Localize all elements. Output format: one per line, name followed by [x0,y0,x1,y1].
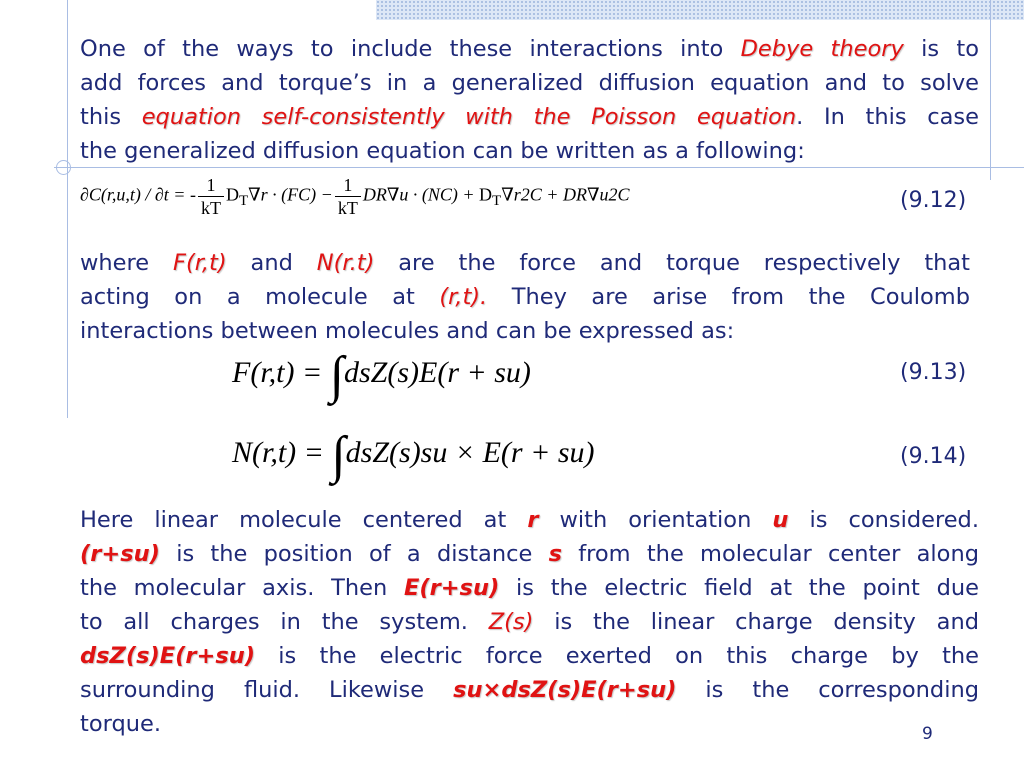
text-run: They are arise from the Coulomb [487,284,970,310]
highlight-electric-force: dsZ(s)E(r+su) [80,643,256,669]
text-run: One of the ways to include these interactions into [80,36,741,62]
text-run: where [80,250,173,276]
paragraph-forces [80,246,970,348]
text-line [80,673,979,707]
text-run: is the linear charge density and [533,609,980,635]
decorative-dot-band [376,0,1024,20]
text-run: from the molecular center along [561,541,979,567]
highlight-u: u [772,507,789,533]
equation-9-12: ∂C(r,u,t) / ∂t = - $\frac{1}{kT}$ $D_T\nabla r \cdot (FC)$ − $\frac{1}{kT}$ $DR\nabla u \cdot (NC) + D_T\nabla r2C + DR\nabla u2C$ [80,175,630,218]
text-run: surrounding fluid. Likewise [80,677,454,703]
equation-term: D [479,184,493,205]
equation-9-13 [232,347,531,404]
highlight-electric-field: E(r+su) [403,575,500,601]
highlight-poisson-equation: equation self-consistently with the Poisson equation [141,104,797,130]
text-line: interactions between molecules and can be expressed as: [80,318,735,344]
equation-9-14 [232,427,595,484]
equation-number: (9.14) [900,444,967,469]
equation-term: D [225,184,239,205]
integral-sign: ∫ [329,347,344,404]
equation-rhs: dsZ(s)E(r + su) [343,356,531,389]
text-run: to all charges in the system. [80,609,489,635]
text-line [80,246,970,280]
equation-lhs: ∂C(r,u,t) / ∂t = - [80,184,196,205]
equation-lhs: N(r,t) = [232,436,324,469]
text-line [80,639,979,673]
decorative-circle [56,160,71,175]
highlight-torque-expression: su×dsZ(s)E(r+su) [453,677,677,703]
text-run: . In this case [796,104,979,130]
text-run: is the position of a distance [159,541,549,567]
fraction-numerator: 1 [343,175,353,195]
text-run: is to [903,36,979,62]
text-run: Here linear molecule centered at [80,507,528,533]
decorative-vertical-line-right [990,0,991,180]
decorative-vertical-line [67,0,68,418]
fraction [198,174,224,219]
text-run: are the force and torque respectively that [374,250,971,276]
fraction-denominator: kT [335,196,361,219]
equation-number: (9.13) [900,360,967,385]
fraction-denominator: kT [198,196,224,219]
fraction [335,174,361,219]
paragraph-intro [80,32,979,168]
text-line: torque. [80,711,161,737]
highlight-charge-density: Z(s) [488,609,534,635]
text-run: is the electric field at the point due [499,575,979,601]
text-line: add forces and torque’s in a generalized diffusion equation and to solve [80,70,979,96]
equation-number: (9.12) [900,188,967,213]
equation-term: ∇r2C + DR∇u2C [501,184,630,205]
text-line [80,100,979,134]
text-line: the generalized diffusion equation can be written as a following: [80,138,805,164]
highlight-s: s [548,541,562,567]
text-run: with orientation [538,507,773,533]
text-run: and [226,250,317,276]
text-run: acting on a molecule at [80,284,440,310]
text-line [80,537,979,571]
text-line [80,503,979,537]
page-number: 9 [922,724,933,744]
equation-lhs: F(r,t) = [232,356,323,389]
text-run: is the corresponding [676,677,979,703]
highlight-r-plus-su: (r+su) [80,541,160,567]
equation-rhs: dsZ(s)su × E(r + su) [345,436,595,469]
highlight-position: (r,t). [439,284,488,310]
highlight-r: r [527,507,539,533]
text-run: is the electric force exerted on this charge by the [255,643,979,669]
integral-sign: ∫ [331,427,346,484]
fraction-numerator: 1 [206,175,216,195]
text-line [80,280,970,314]
highlight-force: F(r,t) [173,250,227,276]
paragraph-explanation [80,503,979,741]
text-run: the molecular axis. Then [80,575,404,601]
equation-term: DR∇u · (NC) + [362,184,480,205]
text-run: this [80,104,142,130]
equation-term: ∇r · (FC) − [248,184,333,205]
text-line [80,605,979,639]
text-line [80,571,979,605]
highlight-debye-theory: Debye theory [740,36,904,62]
text-line [80,32,979,66]
highlight-torque: N(r.t) [316,250,375,276]
text-run: is considered. [788,507,979,533]
